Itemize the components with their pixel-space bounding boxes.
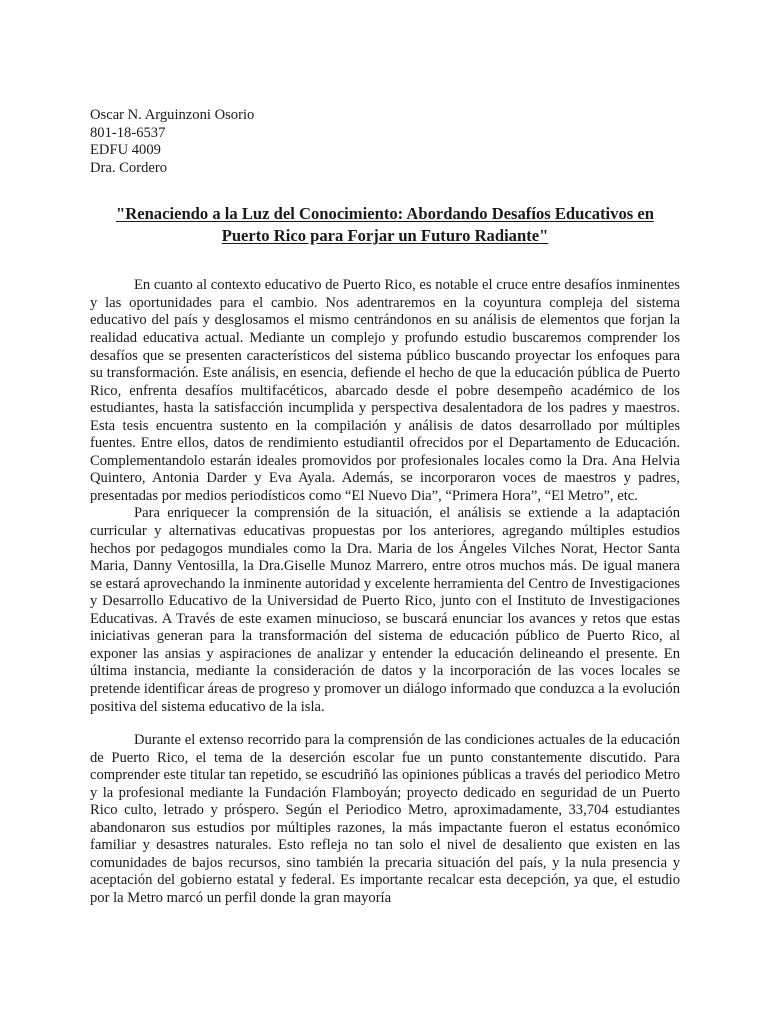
professor-name: Dra. Cordero	[90, 159, 167, 176]
last-paragraph-container	[90, 716, 680, 1016]
course-code: EDFU 4009	[90, 142, 161, 159]
paragraph-1: En cuanto al contexto educativo de Puerto Rico, es notable el cruce entre desafíos inminentes y las oportunidades para el cambio. Nos adentraremos en la coyuntura compleja del sistema educativo del país y desglosamos el mismo centrándonos en su análisis de elementos que forjan la realidad educativa actual. Mediante un complejo y profundo estudio buscaremos comprender los desafíos que se presenten característicos del sistema público buscando proyectar los enfoques para su transformación. Este análisis, en esencia, defiende el hecho de que la educación pública de Puerto Rico, enfrenta desafíos multifacéticos, abarcado desde el pobre desempeño académico de los estudiantes, hasta la satisfacción incumplida y perspectiva desalentadora de los padres y maestros. Esta tesis encuentra sustento en la compilación y análisis de datos desarrollado por múltiples fuentes. Entre ellos, datos de rendimiento estudiantil ofrecidos por el Departamento de Educación. Complementandolo estarán ideales promovidos por profesionales locales como la Dra. Ana Helvia Quintero, Antonia Darder y Eva Ayala. Además, se incorporaron voces de maestros y padres, presentadas por medios periodísticos como “El Nuevo Dia”, “Primera Hora”, “El Metro”, etc.	[90, 277, 680, 504]
student-id: 801-18-6537	[90, 124, 166, 141]
document-title	[90, 203, 680, 247]
paragraph-2: Para enriquecer la comprensión de la situación, el análisis se extiende a la adaptación curricular y alternativas educativas propuestas por los anteriores, agregando múltiples estudios hechos por pedagogos mundiales como la Dra. Maria de los Ángeles Vilches Norat, Hector Santa Maria, Danny Ventosilla, la Dra.Giselle Munoz Marrero, entre otros muchos más. De igual manera se estará aprovechando la inminente autoridad y excelente herramienta del Centro de Investigaciones y Desarrollo Educativo de la Universidad de Puerto Rico, junto con el Instituto de Investigaciones Educativas. A Través de este examen minucioso, se buscará enunciar los avances y retos que estas iniciativas generan para la transformación del sistema de educación público de Puerto Rico, al exponer las ansias y aspiraciones de analizar y entender la educación delineando el presente. En última instancia, mediante la consideración de datos y la incorporación de las voces locales se pretende identificar áreas de progreso y promover un diálogo informado que conduzca a la evolución positiva del sistema educativo de la isla.	[90, 505, 681, 715]
paragraph-3: Durante el extenso recorrido para la comprensión de las condiciones actuales de la educación de Puerto Rico, el tema de la deserción escolar fue un punto constantemente discutido. Para comprender este titular tan repetido, se escudriñó las opiniones públicas a través del periodico Metro y la profesional mediante la Fundación Flamboyán; proyecto dedicado en seguridad de un Puerto Rico culto, letrado y próspero. Según el Periodico Metro, aproximadamente, 33,704 estudiantes abandonaron sus estudios por múltiples razones, la más impactante fueron el estatus económico familiar y desastres naturales. Esto refleja no tan solo el nivel de desaliento que existen en las comunidades de bajos recursos, sino también la precaria situación del país, y la nula presencia y aceptación del gobierno estatal y federal. Es importante recalcar esta decepción, ya que, el estudio por la Metro marcó un perfil donde la gran mayoría	[90, 732, 680, 906]
author-name: Oscar N. Arguinzoni Osorio	[90, 107, 255, 123]
title-line-2: Puerto Rico para Forjar un Futuro Radiante"	[221, 226, 549, 246]
author-header	[90, 107, 680, 177]
document-body	[90, 277, 680, 1016]
title-line-1: "Renaciendo a la Luz del Conocimiento: Abordando Desafíos Educativos en	[116, 204, 654, 224]
